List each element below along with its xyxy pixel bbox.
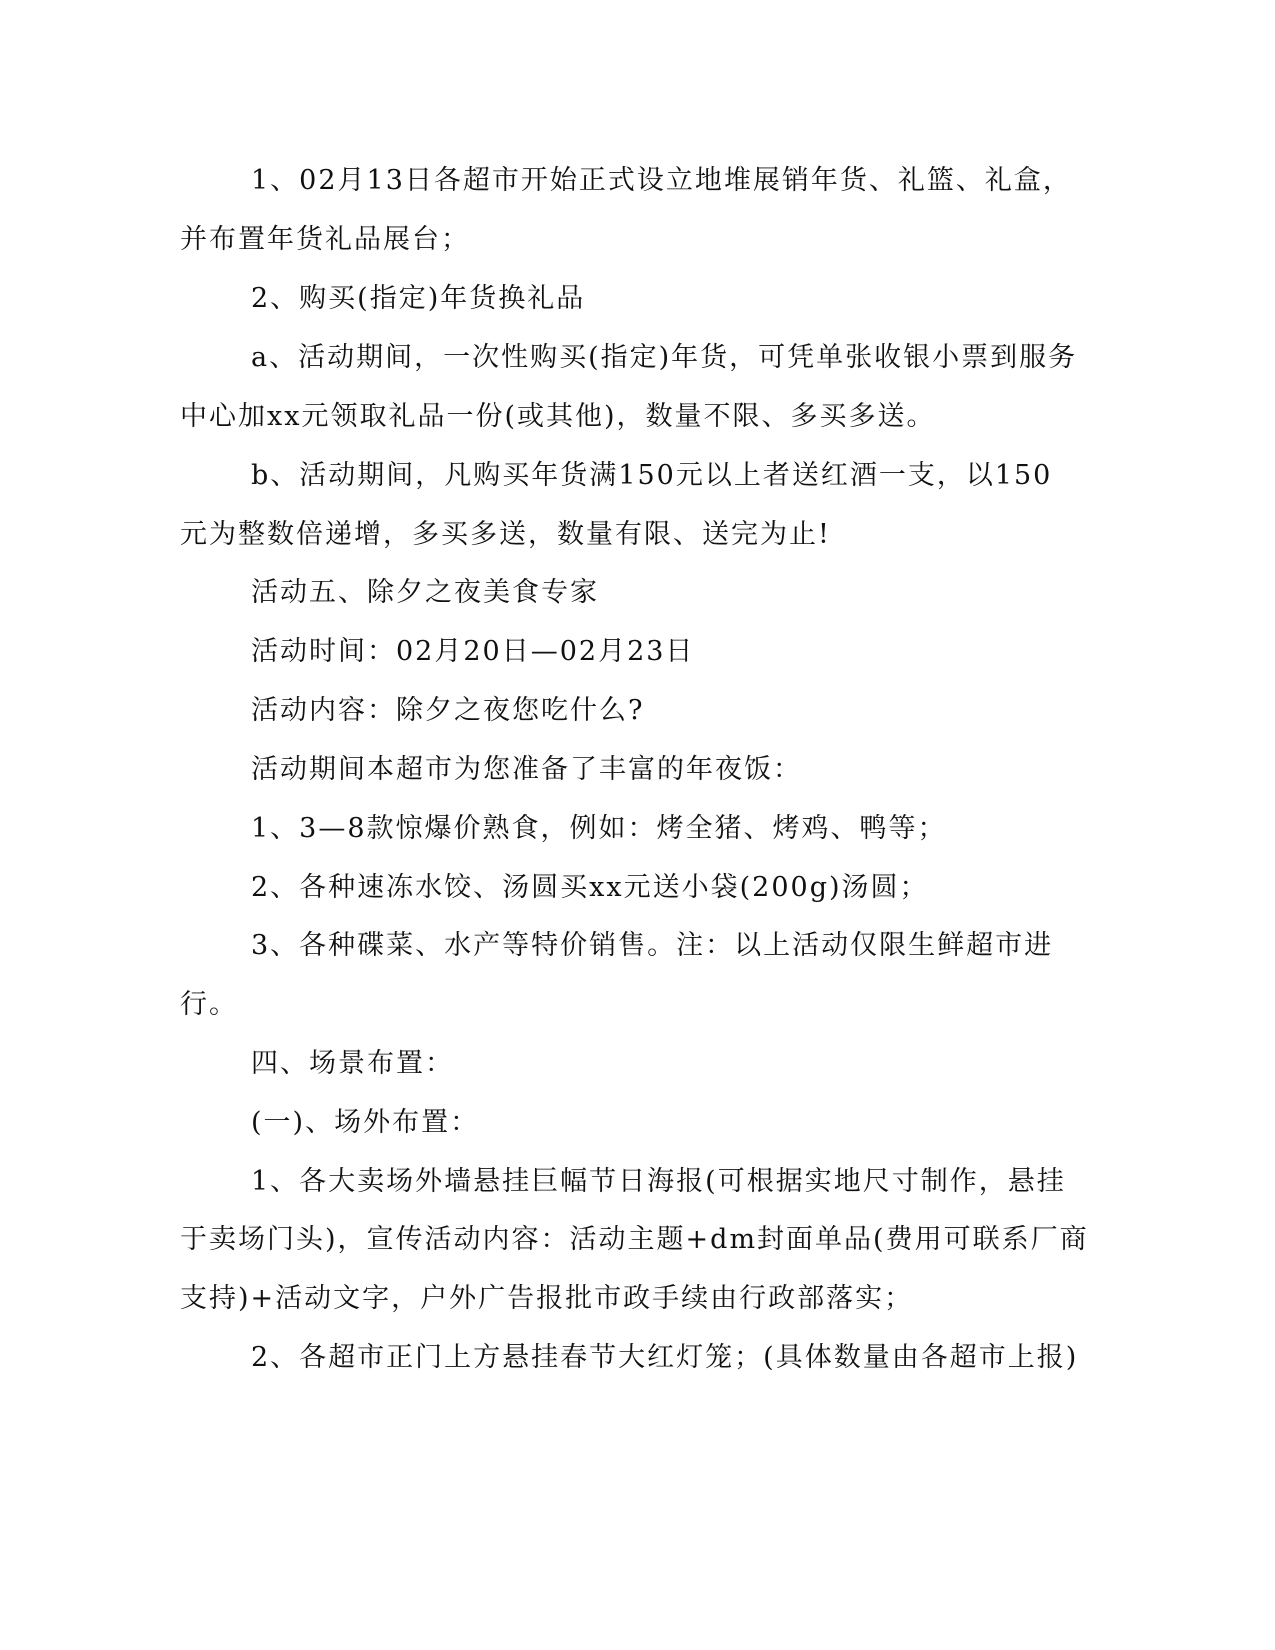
paragraph-line: 2、各超市正门上方悬挂春节大红灯笼；(具体数量由各超市上报) xyxy=(251,1342,1079,1373)
subsection-heading: (一)、场外布置： xyxy=(251,1107,480,1138)
paragraph-line: 2、购买(指定)年货换礼品 xyxy=(251,283,586,314)
paragraph-line: 并布置年货礼品展台； xyxy=(180,224,470,255)
paragraph-line: 3、各种碟菜、水产等特价销售。注：以上活动仅限生鲜超市进 xyxy=(251,930,1054,961)
paragraph-line: a、活动期间，一次性购买(指定)年货，可凭单张收银小票到服务 xyxy=(251,342,1078,373)
paragraph-line: 1、02月13日各超市开始正式设立地堆展销年货、礼篮、礼盒， xyxy=(251,165,1072,196)
paragraph-line: 1、各大卖场外墙悬挂巨幅节日海报(可根据实地尺寸制作，悬挂 xyxy=(251,1166,1066,1197)
paragraph-line: 于卖场门头)，宣传活动内容：活动主题+dm封面单品(费用可联系厂商 xyxy=(180,1224,1089,1255)
paragraph-line: 行。 xyxy=(180,989,238,1020)
section-heading: 活动五、除夕之夜美食专家 xyxy=(251,577,599,608)
paragraph-line: 活动期间本超市为您准备了丰富的年夜饭： xyxy=(251,754,802,785)
paragraph-line: 2、各种速冻水饺、汤圆买xx元送小袋(200g)汤圆； xyxy=(251,872,929,903)
section-heading: 四、场景布置： xyxy=(251,1048,454,1079)
paragraph-line: 中心加xx元领取礼品一份(或其他)，数量不限、多买多送。 xyxy=(180,401,936,432)
paragraph-line: 支持)+活动文字，户外广告报批市政手续由行政部落实； xyxy=(180,1283,914,1314)
paragraph-line: b、活动期间，凡购买年货满150元以上者送红酒一支，以150 xyxy=(251,460,1053,491)
paragraph-line: 元为整数倍递增，多买多送，数量有限、送完为止! xyxy=(180,519,831,550)
paragraph-line: 活动时间：02月20日—02月23日 xyxy=(251,636,695,667)
paragraph-line: 1、3—8款惊爆价熟食，例如：烤全猪、烤鸡、鸭等； xyxy=(251,813,947,844)
paragraph-line: 活动内容：除夕之夜您吃什么? xyxy=(251,695,645,726)
